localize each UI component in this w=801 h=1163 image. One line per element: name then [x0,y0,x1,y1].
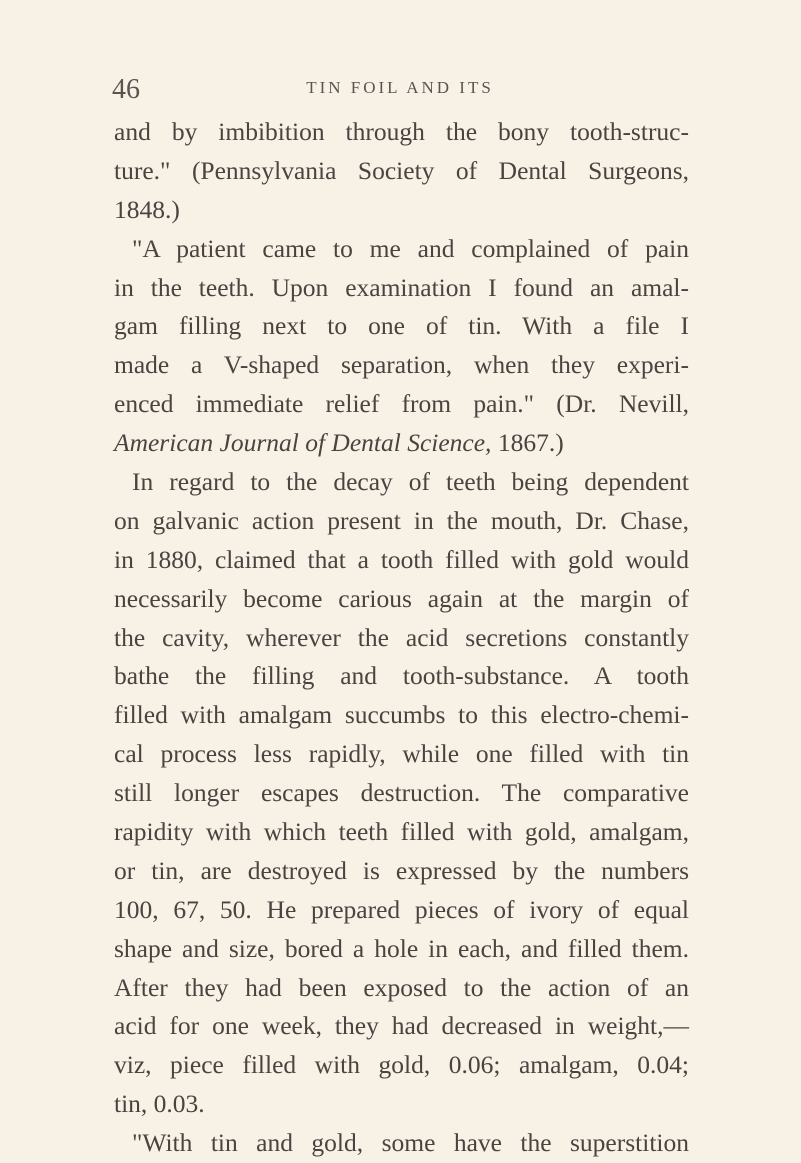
text-line [114,541,689,580]
line-text: 1867.) [491,428,564,458]
page-header [110,70,690,110]
text-line [114,191,689,230]
line-text: on galvanic action present in the mouth, Dr. Chase, [114,505,689,535]
line-text: necessarily become carious again at the margin of [114,583,689,613]
line-text: "A patient came to me and complained of pain [132,233,689,263]
text-line [114,113,689,152]
line-text: viz, piece filled with gold, 0.06; amalgam, 0.04; [114,1050,689,1080]
line-text: made a V-shaped separation, when they experi- [114,350,689,380]
text-line [114,696,689,735]
line-text: filled with amalgam succumbs to this electro-chemi- [114,700,689,730]
line-text: shape and size, bored a hole in each, and filled them. [114,933,689,963]
line-text: cal process less rapidly, while one filled with tin [114,739,689,769]
text-line [114,269,689,308]
line-text: ture." (Pennsylvania Society of Dental Surgeons, [114,155,689,185]
line-text: rapidity with which teeth filled with gold, amalgam, [114,817,689,847]
text-line [114,1007,689,1046]
text-line [114,774,689,813]
line-text: gam filling next to one of tin. With a file I [114,311,689,341]
italic-citation: American Journal of Dental Science, [114,428,492,458]
text-line [114,385,689,424]
line-text: After they had been exposed to the action of an [114,972,689,1002]
line-text: "With tin and gold, some have the superstition [132,1128,689,1158]
text-line [114,852,689,891]
line-text: acid for one week, they had decreased in weight,— [114,1011,689,1041]
text-line [114,230,689,269]
text-line [114,424,689,463]
text-line [114,735,689,774]
line-text: in the teeth. Upon examination I found an amal- [114,272,689,302]
page-number: 46 [112,74,140,105]
text-line [114,502,689,541]
line-text: In regard to the decay of teeth being dependent [132,467,689,497]
line-text: and by imbibition through the bony tooth-struc- [114,117,689,146]
text-line [114,1085,689,1124]
text-line [114,580,689,619]
line-text: still longer escapes destruction. The comparative [114,778,689,808]
text-line [114,1046,689,1085]
line-text: or tin, are destroyed is expressed by the numbers [114,855,689,885]
running-head: TIN FOIL AND ITS [306,78,494,97]
text-line [114,619,689,658]
text-line [114,346,689,385]
body-text [114,113,689,1163]
text-line [114,657,689,696]
text-line [114,152,689,191]
line-text: bathe the filling and tooth-substance. A tooth [114,661,689,691]
text-line [114,1124,689,1163]
text-line [114,307,689,346]
text-line [114,463,689,502]
text-line [114,891,689,930]
line-text: the cavity, wherever the acid secretions constantly [114,622,689,652]
line-text: in 1880, claimed that a tooth filled with gold would [114,544,689,574]
line-text: 1848.) [114,194,180,224]
text-line [114,969,689,1008]
text-line [114,930,689,969]
line-text: 100, 67, 50. He prepared pieces of ivory of equal [114,894,689,924]
text-line [114,813,689,852]
line-text: enced immediate relief from pain." (Dr. Nevill, [114,389,689,419]
line-text: tin, 0.03. [114,1089,205,1119]
